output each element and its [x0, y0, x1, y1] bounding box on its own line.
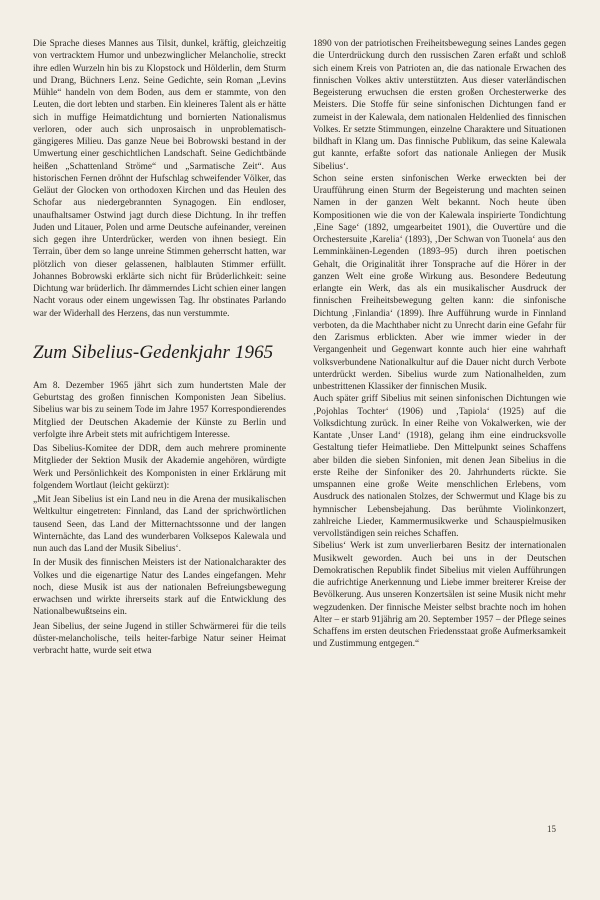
right-column — [313, 38, 566, 651]
patriotic-movement-paragraph: 1890 von der patriotischen Freiheitsbewegung seines Landes gegen die Unterdrückung durch den russischen Zaren erfaßt und schloß sich einem Kreis von Patrioten an, die das nationale Erwachen des finnischen Volkes aktiv unterstützten. Aus dieser vaterländischen Begeisterung erwuchsen die ersten großen Orchesterwerke des Meisters. Die Stoffe für seine sinfonischen Dichtungen fand er zumeist in der Kalewala, dem nationalen Heldenlied des finnischen Volkes. Er setzte Stimmungen, einzelne Charaktere und Situationen bildhaft in Klang um. Das finnische Publikum, das seine Kalewala gut kannte, erfaßte sofort das nationale Anliegen der Musik Sibelius‘. — [313, 39, 566, 172]
national-character-paragraph: In der Musik des finnischen Meisters ist der Nationalcharakter des Volkes und die eigenartige Natur des Landes eingefangen. Mehr noch, diese Musik ist aus der nationalen Befreiungsbewegung erwachsen und wirkte ihrerseits stark auf die Entwicklung des Nationalbewußtseins ein. — [33, 558, 286, 618]
left-column — [33, 38, 286, 657]
bobrowski-paragraph: Die Sprache dieses Mannes aus Tilsit, dunkel, kräftig, gleichzeitig von vertracktem Humor und unbezwinglicher Melancholie, streckt ihre edlen Wurzeln hin bis zu Klopstock und Hölderlin, dem Sturm und Drang, Büchners Lenz. Seine Gedichte, sein Roman „Levins Mühle“ handeln von dem Boden, aus dem er stammte, von den Leuten, die dort lebten und starben. Ein kleineres Talent als er hätte sich in muffige Heimatdichtung und bornierten Nationalismus verloren, oder auch sich unprosaisch in unproblematisch-gängigeres Milieu. Das ganze Neue bei Bobrowski bestand in der Umwertung einer geschichtlichen Landschaft. Seine Gedichtbände heißen „Schattenland Ströme“ und „Sarmatische Zeit“. Aus historischen Fernen dröhnt der Hufschlag schweifender Völker, das Geläut der Glocken von orthodoxen Kirchen und das Heulen des Schofar aus niedergebrannten Synagogen. Ein endloser, unaufhaltsamer Ostwind jagt durch diese Dichtung. In ihr treffen Juden und Litauer, Polen und arme Deutsche aufeinander, vereinen sich gegen ihre Unterdrücker, werden von ihnen besiegt. Ein Terrain, über dem so lange unreine Stimmen geherrscht hatten, war plötzlich von dieser gelassenen, halblauten Stimmer erfüllt. Johannes Bobrowski erklärte sich nicht für Brüderlichkeit: seine Dichtung war brüderlich. Ihr dämmerndes Licht schien einer langen Nacht voraus oder einem ungewissen Tag. Ihr obstinates Parlando war der Widerhall des Herzens, das nun verstummte. — [33, 39, 286, 319]
legacy-paragraph: Sibelius‘ Werk ist zum unverlierbaren Besitz der internationalen Musikwelt geworden. Auch bei uns in der Deutschen Demokratischen Republik findet Sibelius mit vielen Aufführungen die aufrichtige Anerkennung und Liebe immer breiterer Kreise der Bevölkerung. Aus unseren Konzertsälen ist seine Musik nicht mehr wegzudenken. Der finnische Meister selbst brachte noch im hohen Alter – er starb 91jährig am 20. September 1957 – der Pflege seines Schaffens im ersten deutschen Friedensstaat große Aufmerksamkeit und Zustimmung entgegen.“ — [313, 541, 566, 650]
quote-opening-paragraph: „Mit Jean Sibelius ist ein Land neu in die Arena der musikalischen Weltkultur eingetreten: Finnland, das Land der sprichwörtlichen tausend Seen, das Land der Mitternachtssonne und der langen Winternächte, das Land des wunderbaren Volksepos Kalewala und nun auch das Land der Musik Sibelius‘. — [33, 495, 286, 554]
page-number: 15 — [547, 824, 556, 834]
sibelius-intro-paragraph: Am 8. Dezember 1965 jährt sich zum hundertsten Male der Geburtstag des großen finnischen Komponisten Jean Sibelius. Sibelius war bis zu seinem Tode im Jahre 1957 Korrespondierendes Mitglied der Deutschen Akademie der Künste zu Berlin und verfolgte ihre Arbeit stets mit aufrichtigem Interesse. — [33, 380, 286, 440]
committee-paragraph: Das Sibelius-Komitee der DDR, dem auch mehrere prominente Mitglieder der Sektion Musik der Akademie angehören, würdigte Werk und Persönlichkeit des Komponisten in einer Erklärung mit folgendem Wortlaut (leicht gekürzt): — [33, 444, 286, 491]
later-works-paragraph: Auch später griff Sibelius mit seinen sinfonischen Dichtungen wie ‚Pojohlas Tochter‘ (1906) und ‚Tapiola‘ (1925) auf die Volksdichtung zurück. In einer Reihe von Vokalwerken, wie der Kantate ‚Unser Land‘ (1918), gelang ihm eine eindrucksvolle Gestaltung tiefer Heimatliebe. Den Mittelpunkt seines Schaffens aber bilden die sieben Sinfonien, mit denen Jean Sibelius in die erste Reihe der Sinfoniker des 20. Jahrhunderts rückte. Sie umspannen eine große Weite menschlichen Erlebens, vom Ausdruck des nationalen Stolzes, der Schwermut und Klage bis zu hymnischer Lebensbejahung. Das berühmte Violinkonzert, zahlreiche Lieder, Kammermusikwerke und Schauspielmusiken vervollständigen sein reiches Schaffen. — [313, 394, 566, 539]
symphonic-works-paragraph: Schon seine ersten sinfonischen Werke erweckten bei der Uraufführung einen Sturm der Begeisterung und machten seinen Namen in der ganzen Welt bekannt. Noch heute üben Kompositionen wie die von der Kalewala inspirierte Tondichtung ‚Eine Sage‘ (1892, umgearbeitet 1901), die Ouvertüre und die Orchestersuite ‚Karelia‘ (1893), ‚Der Schwan von Tuonela‘ aus den Lemminkäinen-Legenden (1893–95) durch ihren poetischen Gehalt, die Originalität ihrer Tonsprache auf die Hörer in der ganzen Welt eine große Wirkung aus. Besondere Bedeutung erlangte ein Werk, das als ein musikalischer Ausdruck der finnischen Freiheitsbewegung gelten kann: die sinfonische Dichtung ‚Finlandia‘ (1899). Ihre Aufführung wurde in Finnland verboten, da die Machthaber nicht zu Unrecht darin eine Gefahr für den Zarismus erblickten. Aber wie immer wieder in der Vergangenheit und Gegenwart konnte auch hier eine wahrhaft volksverbundene Nationalkultur auf die Dauer nicht durch Verbote unterdrückt werden. Sibelius wurde zum Nationalhelden, zum unbestrittenen Klassiker der finnischen Musik. — [313, 173, 566, 392]
youth-paragraph: Jean Sibelius, der seine Jugend in stiller Schwärmerei für die teils düster-melancholische, teils heiter-farbige Natur seiner Heimat verbracht hatte, wurde seit etwa — [33, 621, 286, 656]
section-title: Zum Sibelius-Gedenkjahr 1965 — [33, 341, 274, 363]
